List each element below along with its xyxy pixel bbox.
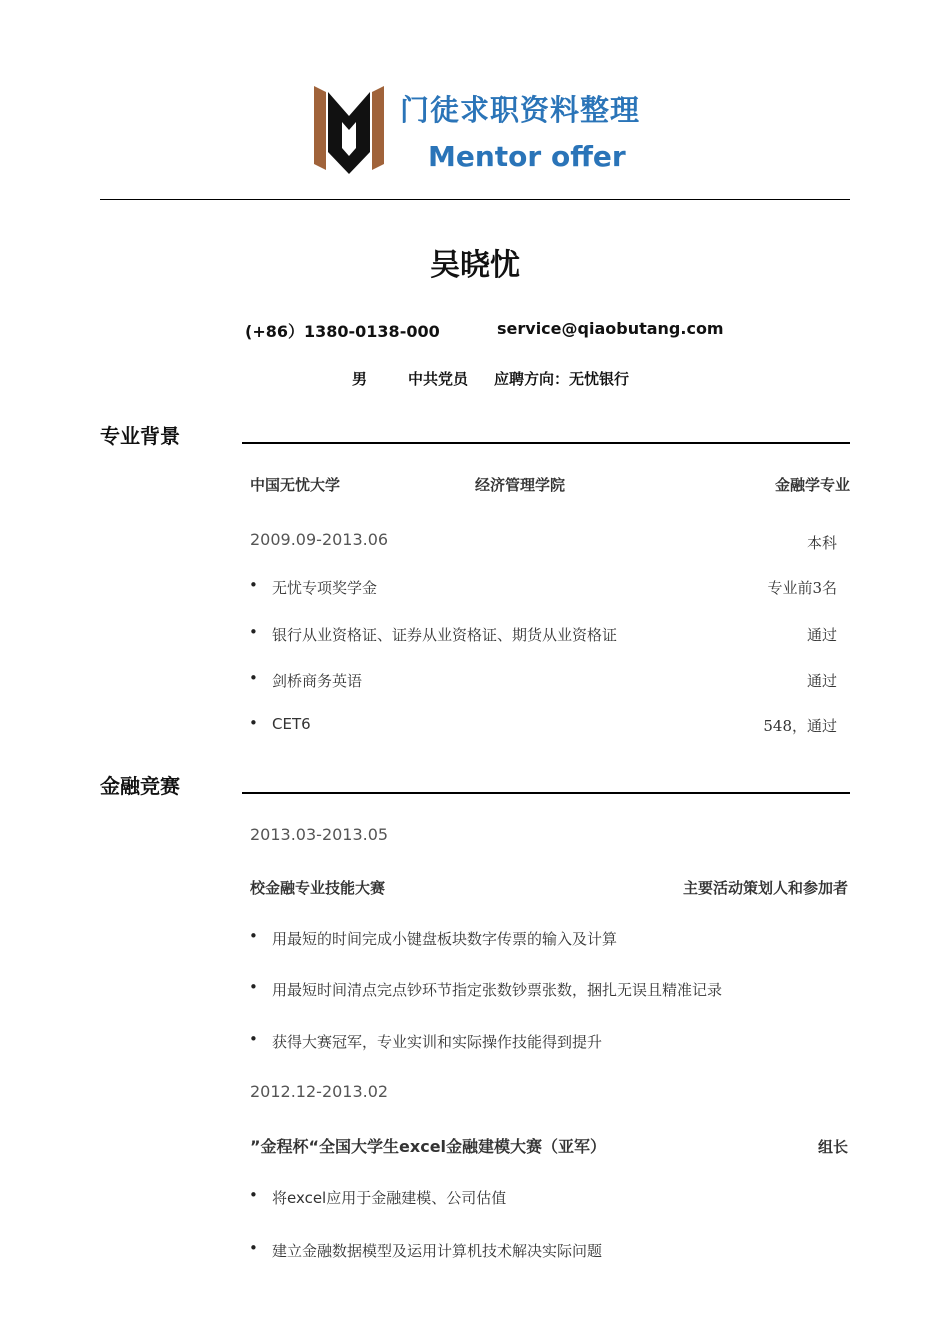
header-divider (100, 199, 850, 200)
logo-title-cn: 门徒求职资料整理 (400, 93, 641, 127)
major-name: 金融学专业 (774, 476, 850, 494)
list-item: 建立金融数据模型及运用计算机技术解决实际问题 (272, 1242, 603, 1260)
competition-period: 2013.03-2013.05 (250, 825, 389, 844)
list-item: 获得大赛冠军，专业实训和实际操作技能得到提升 (272, 1033, 603, 1051)
candidate-name: 吴晓忧 (430, 248, 520, 283)
competition-role: 主要活动策划人和参加者 (682, 879, 848, 897)
list-item: 将excel应用于金融建模、公司估值 (272, 1189, 507, 1207)
competition-name: ”金程杯“全国大学生excel金融建模大赛（亚军） (250, 1137, 607, 1156)
phone-number: (+86）1380-0138-000 (245, 322, 440, 341)
list-item-result: 专业前3名 (767, 579, 837, 597)
list-item-result: 通过 (806, 626, 837, 644)
bullet-dot: • (249, 1030, 258, 1048)
competition-period: 2012.12-2013.02 (250, 1082, 389, 1101)
section-title-competitions: 金融竞赛 (100, 774, 180, 798)
email-address: service@qiaobutang.com (497, 319, 724, 338)
list-item: 用最短时间清点完点钞环节指定张数钞票张数，捆扎无误且精准记录 (272, 981, 723, 999)
section-divider (242, 442, 850, 444)
list-item: 剑桥商务英语 (272, 672, 363, 690)
list-item: 无忧专项奖学金 (272, 579, 378, 597)
bullet-dot: • (249, 576, 258, 594)
party-affiliation: 中共党员 (408, 370, 469, 388)
bullet-dot: • (249, 623, 258, 641)
target-position: 应聘方向：无忧银行 (494, 370, 630, 388)
list-item: 银行从业资格证、证券从业资格证、期货从业资格证 (272, 626, 618, 644)
bullet-dot: • (249, 927, 258, 945)
gender: 男 (352, 370, 368, 388)
list-item-result: 通过 (806, 672, 837, 690)
school-name: 中国无忧大学 (250, 476, 341, 494)
competition-role: 组长 (817, 1138, 848, 1156)
degree: 本科 (806, 534, 837, 552)
logo-title-en: Mentor offer (428, 140, 626, 173)
bullet-dot: • (249, 1186, 258, 1204)
bullet-dot: • (249, 669, 258, 687)
section-title-education: 专业背景 (100, 424, 180, 448)
competition-name: 校金融专业技能大赛 (250, 879, 386, 897)
bullet-dot: • (249, 978, 258, 996)
bullet-dot: • (249, 714, 258, 732)
education-period: 2009.09-2013.06 (250, 530, 389, 549)
list-item: CET6 (272, 715, 311, 733)
list-item-result: 548，通过 (763, 717, 837, 735)
logo-mark (312, 82, 386, 176)
college-name: 经济管理学院 (475, 476, 566, 494)
bullet-dot: • (249, 1239, 258, 1257)
section-divider (242, 792, 850, 794)
list-item: 用最短的时间完成小键盘板块数字传票的输入及计算 (272, 930, 618, 948)
